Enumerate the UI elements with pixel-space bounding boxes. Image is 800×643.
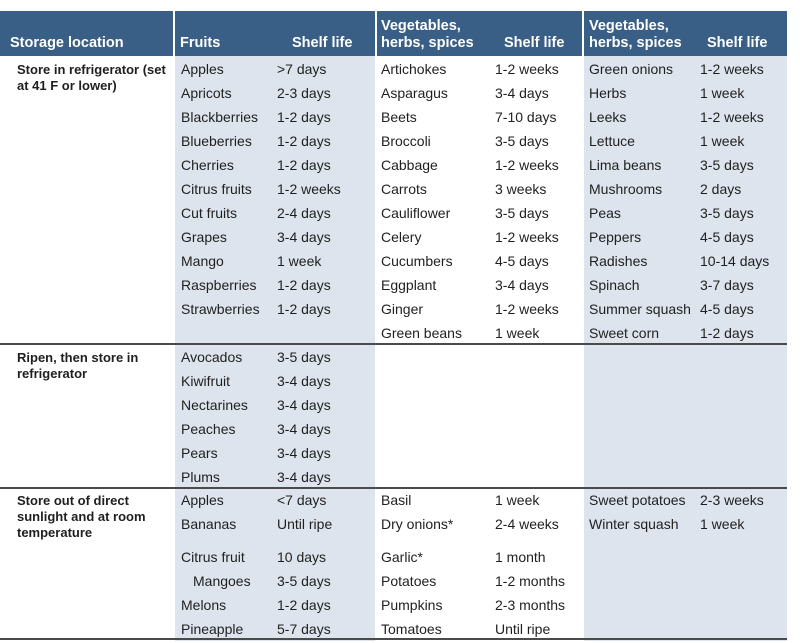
header-veg1-line2: herbs, spices (381, 35, 474, 51)
fruits-item-name: Apples (181, 492, 224, 508)
fruits-item-shelf-life: 3-5 days (277, 573, 331, 589)
fruits-item-shelf-life: 3-4 days (277, 469, 331, 485)
veg2-item-name: Leeks (589, 109, 627, 125)
header-veg1-line1: Vegetables, (381, 18, 461, 34)
veg1-item-shelf-life: 3-4 days (495, 85, 549, 101)
veg2-item-shelf-life: 4-5 days (700, 301, 754, 317)
fruits-item-name: Apples (181, 61, 224, 77)
fruits-item-name: Mangoes (193, 573, 251, 589)
veg1-item-name: Dry onions* (381, 516, 454, 532)
fruits-item-name: Strawberries (181, 301, 260, 317)
veg1-item-name: Ginger (381, 301, 424, 317)
location-ripen-refrigerate: Ripen, then store in refrigerator (17, 350, 139, 381)
section-divider (0, 343, 787, 345)
fruits-item-name: Pears (181, 445, 218, 461)
fruits-item-shelf-life: 1-2 days (277, 301, 331, 317)
header-veg1-label (381, 18, 474, 52)
veg2-item-name: Herbs (589, 85, 627, 101)
veg2-item-shelf-life: 1-2 weeks (700, 61, 764, 77)
header-veg1-shelf-life: Shelf life (504, 35, 565, 51)
fruits-item-name: Cherries (181, 157, 234, 173)
veg2-item-name: Radishes (589, 253, 648, 269)
fruits-item-shelf-life: 3-4 days (277, 229, 331, 245)
veg2-item-shelf-life: 1 week (700, 85, 745, 101)
section-divider (0, 487, 787, 489)
veg2-item-name: Summer squash (589, 301, 691, 317)
fruits-item-name: Cut fruits (181, 205, 238, 221)
fruits-item-shelf-life: 3-4 days (277, 373, 331, 389)
fruits-item-shelf-life: 5-7 days (277, 621, 331, 637)
veg1-item-shelf-life: 1 week (495, 492, 540, 508)
header-veg2-label (589, 18, 682, 52)
fruits-item-shelf-life: 3-4 days (277, 397, 331, 413)
fruits-item-shelf-life: 3-4 days (277, 445, 331, 461)
veg2-item-name: Green onions (589, 61, 674, 77)
veg1-item-name: Cabbage (381, 157, 438, 173)
veg1-item-name: Garlic* (381, 549, 424, 565)
veg2-item-shelf-life: 1-2 weeks (700, 109, 764, 125)
fruits-item-name: Blueberries (181, 133, 252, 149)
veg2-item-shelf-life: 1 week (700, 516, 745, 532)
fruits-item-name: Raspberries (181, 277, 257, 293)
header-veg2-line1: Vegetables, (589, 18, 669, 34)
fruits-item-shelf-life: >7 days (277, 61, 327, 77)
fruits-item-shelf-life: <7 days (277, 492, 327, 508)
fruits-item-name: Pineapple (181, 621, 244, 637)
fruits-item-shelf-life: 2-3 days (277, 85, 331, 101)
veg2-item-shelf-life: 3-5 days (700, 205, 754, 221)
veg1-item-name: Broccoli (381, 133, 431, 149)
fruits-item-name: Blackberries (181, 109, 259, 125)
header-veg2 (584, 11, 787, 56)
veg1-item-name: Green beans (381, 325, 462, 341)
header-fruits-label: Fruits (180, 35, 221, 51)
fruits-item-shelf-life: Until ripe (277, 516, 333, 532)
fruits-item-name: Mango (181, 253, 224, 269)
fruits-item-shelf-life: 1-2 days (277, 133, 331, 149)
fruits-item-name: Grapes (181, 229, 227, 245)
veg1-item-shelf-life: 1-2 weeks (495, 229, 559, 245)
header-location (0, 11, 173, 56)
header-veg2-shelf-life: Shelf life (707, 35, 768, 51)
veg2-item-name: Peas (589, 205, 621, 221)
fruits-item-name: Apricots (181, 85, 232, 101)
veg2-item-name: Sweet corn (589, 325, 660, 341)
header-location-label: Storage location (10, 35, 124, 51)
veg1-item-shelf-life: 3 weeks (495, 181, 547, 197)
header-veg2-line2: herbs, spices (589, 35, 682, 51)
veg1-item-shelf-life: Until ripe (495, 621, 551, 637)
fruits-item-name: Melons (181, 597, 227, 613)
fruits-item-name: Peaches (181, 421, 236, 437)
table-bottom-rule (0, 638, 787, 640)
fruits-item-name: Nectarines (181, 397, 248, 413)
veg2-item-shelf-life: 2 days (700, 181, 742, 197)
veg1-item-name: Celery (381, 229, 422, 245)
veg1-item-shelf-life: 3-5 days (495, 205, 549, 221)
veg1-item-shelf-life: 1 month (495, 549, 546, 565)
fruits-item-shelf-life: 1-2 days (277, 157, 331, 173)
veg1-item-name: Cauliflower (381, 205, 451, 221)
veg1-item-name: Asparagus (381, 85, 448, 101)
veg1-item-name: Pumpkins (381, 597, 443, 613)
fruits-item-name: Kiwifruit (181, 373, 231, 389)
fruits-item-shelf-life: 2-4 days (277, 205, 331, 221)
fruits-item-name: Citrus fruits (181, 181, 252, 197)
veg1-item-shelf-life: 2-4 weeks (495, 516, 559, 532)
fruits-item-shelf-life: 1-2 weeks (277, 181, 341, 197)
location-room-temperature: Store out of direct sunlight and at room temperature (17, 493, 146, 540)
fruits-item-name: Avocados (181, 349, 243, 365)
header-fruits (175, 11, 375, 56)
fruits-item-name: Plums (181, 469, 220, 485)
veg2-item-name: Winter squash (589, 516, 679, 532)
veg2-item-shelf-life: 2-3 weeks (700, 492, 764, 508)
location-refrigerator: Store in refrigerator (set at 41 F or lower) (17, 62, 166, 93)
veg2-item-shelf-life: 4-5 days (700, 229, 754, 245)
veg2-item-name: Mushrooms (589, 181, 663, 197)
fruits-item-shelf-life: 1-2 days (277, 277, 331, 293)
veg2-item-shelf-life: 1 week (700, 133, 745, 149)
veg1-item-shelf-life: 4-5 days (495, 253, 549, 269)
veg1-item-shelf-life: 1-2 weeks (495, 157, 559, 173)
veg2-item-name: Sweet potatoes (589, 492, 686, 508)
veg1-item-name: Tomatoes (381, 621, 442, 637)
fruits-item-name: Bananas (181, 516, 237, 532)
veg1-item-shelf-life: 3-4 days (495, 277, 549, 293)
veg1-item-shelf-life: 1-2 weeks (495, 61, 559, 77)
veg1-item-name: Artichokes (381, 61, 447, 77)
fruits-item-shelf-life: 3-4 days (277, 421, 331, 437)
fruits-item-shelf-life: 1 week (277, 253, 322, 269)
veg1-item-shelf-life: 2-3 months (495, 597, 566, 613)
veg2-item-shelf-life: 1-2 days (700, 325, 754, 341)
veg2-item-name: Spinach (589, 277, 640, 293)
veg1-item-shelf-life: 7-10 days (495, 109, 557, 125)
fruits-item-shelf-life: 3-5 days (277, 349, 331, 365)
veg1-item-name: Cucumbers (381, 253, 453, 269)
veg2-item-shelf-life: 3-7 days (700, 277, 754, 293)
veg1-item-shelf-life: 3-5 days (495, 133, 549, 149)
veg1-item-shelf-life: 1 week (495, 325, 540, 341)
fruits-item-shelf-life: 10 days (277, 549, 327, 565)
header-veg1 (377, 11, 582, 56)
veg2-item-name: Lima beans (589, 157, 662, 173)
veg1-item-name: Basil (381, 492, 412, 508)
veg1-item-shelf-life: 1-2 weeks (495, 301, 559, 317)
veg2-item-name: Lettuce (589, 133, 635, 149)
veg2-item-shelf-life: 3-5 days (700, 157, 754, 173)
veg1-item-name: Eggplant (381, 277, 437, 293)
veg1-item-name: Beets (381, 109, 417, 125)
fruits-item-shelf-life: 1-2 days (277, 109, 331, 125)
veg1-item-shelf-life: 1-2 months (495, 573, 566, 589)
veg2-item-name: Peppers (589, 229, 642, 245)
veg2-item-shelf-life: 10-14 days (700, 253, 770, 269)
fruits-item-shelf-life: 1-2 days (277, 597, 331, 613)
veg1-item-name: Potatoes (381, 573, 437, 589)
fruits-item-name: Citrus fruit (181, 549, 245, 565)
header-fruits-shelf-life: Shelf life (292, 35, 353, 51)
veg1-item-name: Carrots (381, 181, 427, 197)
